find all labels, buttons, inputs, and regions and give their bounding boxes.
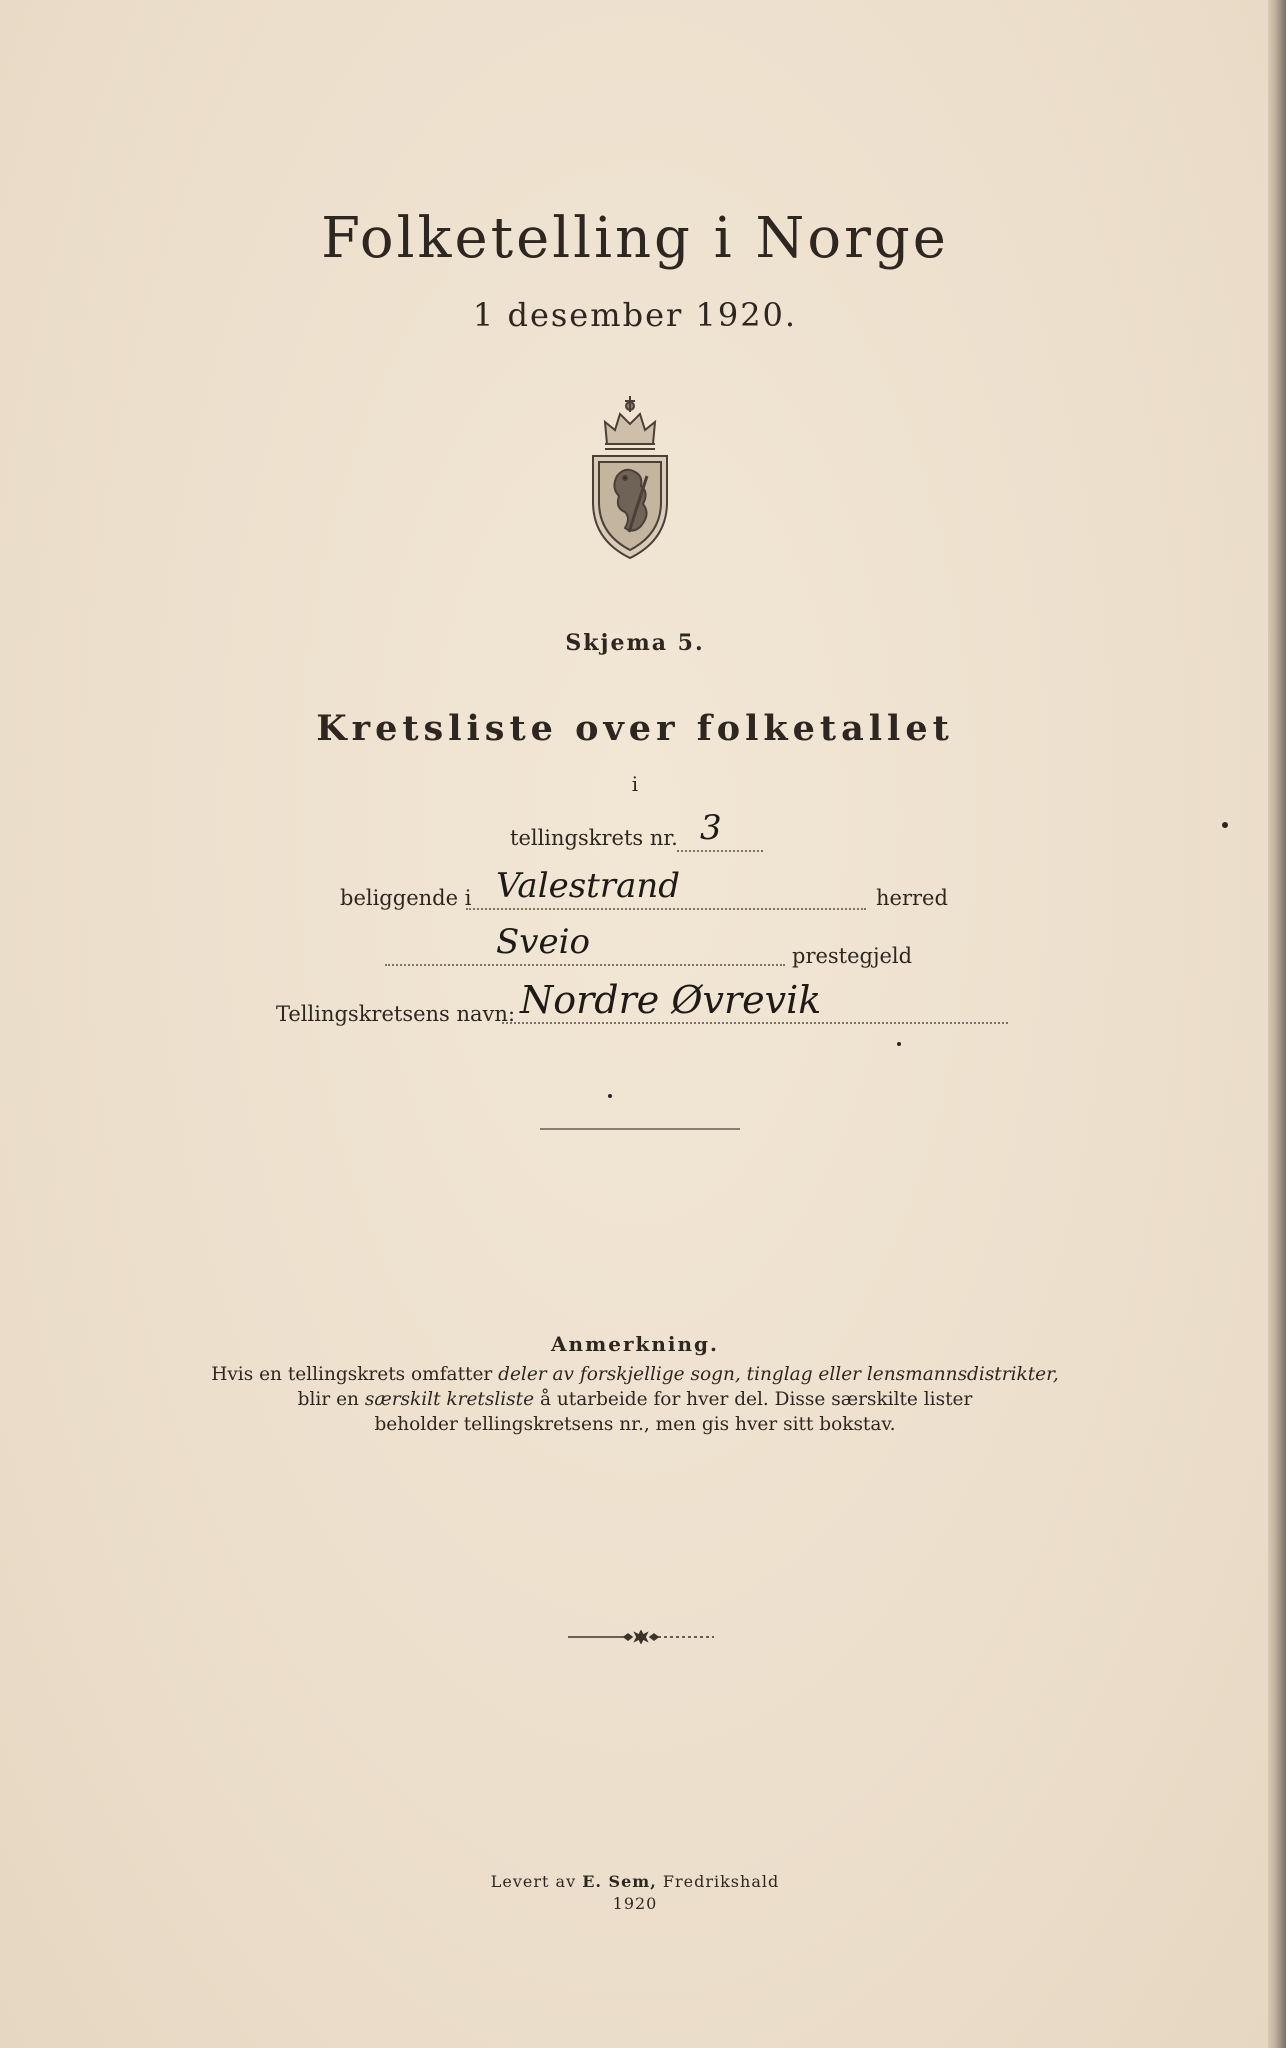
printer-imprint [0,1872,1270,1891]
note-title: Anmerkning. [551,1332,719,1356]
note-line-1-emphasis: deler av forskjellige sogn, tinglag eller lensmannsdistrikter, [498,1364,1059,1385]
imprint-text-b: Fredrikshald [656,1872,780,1891]
district-number-line [677,850,763,852]
parish-line [385,964,785,966]
parish-value: Sveio [496,922,590,962]
located-label: beliggende i [340,886,472,910]
district-name-value: Nordre Øvrevik [520,978,822,1022]
ink-speck [897,1042,901,1046]
imprint-text-a: Levert av [490,1872,583,1891]
imprint-year: 1920 [612,1894,658,1913]
note-line-2-emphasis: særskilt kretsliste [364,1389,535,1410]
district-number-label: tellingskrets nr. [510,826,678,850]
note-line-2 [0,1389,1270,1410]
form-heading: Kretsliste over folketallet [316,708,954,749]
preposition: i [631,772,639,796]
district-name-line [502,1022,1008,1024]
ink-speck [608,1094,612,1098]
herred-label: herred [876,886,948,910]
note-line-1-text: Hvis en tellingskrets omfatter [211,1364,499,1385]
note-line-2-text-b: å utarbeide for hver del. Disse særskilte lister [534,1389,973,1410]
page-edge [1268,0,1286,2048]
note-line-3: beholder tellingskretsens nr., men gis hver sitt bokstav. [374,1414,896,1435]
schema-number: Skjema 5. [565,630,705,656]
star-ornament-icon [566,1630,716,1644]
census-date: 1 desember 1920. [472,296,798,334]
note-line-2-text-a: blir en [297,1389,365,1410]
district-number-value: 3 [700,808,722,848]
divider-rule [540,1128,740,1130]
ink-speck [1222,822,1228,828]
located-line [466,908,866,910]
note-line-1 [0,1364,1270,1385]
district-name-label: Tellingskretsens navn: [276,1002,516,1026]
imprint-printer-name: E. Sem, [582,1872,657,1891]
located-value: Valestrand [496,866,680,906]
page-title: Folketelling i Norge [321,206,949,271]
norwegian-coat-of-arms-icon [585,392,675,562]
parish-label: prestegjeld [792,944,913,968]
